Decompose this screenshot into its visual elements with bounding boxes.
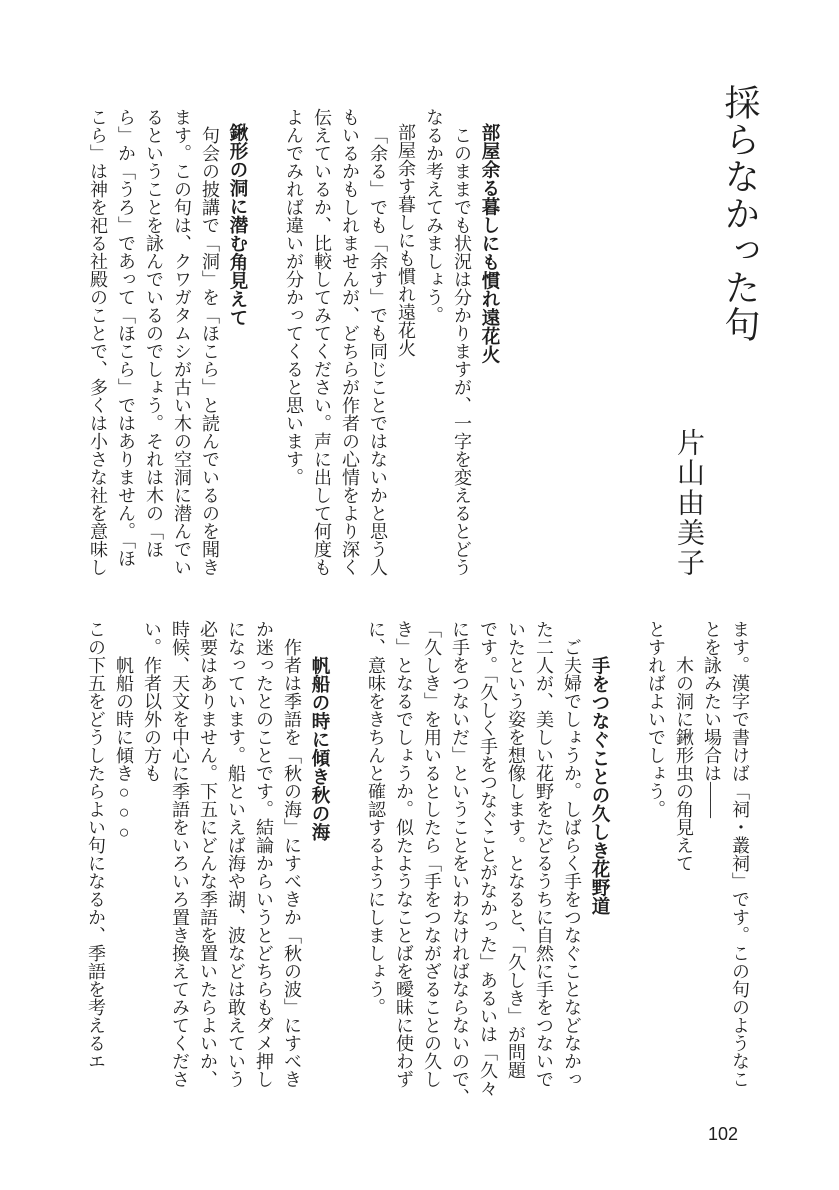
body-line: い。作者以外の方も bbox=[142, 620, 162, 782]
body-line: この下五をどうしたらよい句になるか、季語を考えるエ bbox=[86, 620, 106, 1070]
body-line: 必要はありません。下五にどんな季語を置いたらよいか、 bbox=[198, 620, 218, 1088]
section-heading: 手をつなぐことの久しき花野道 bbox=[590, 656, 611, 915]
upper-text-block bbox=[84, 108, 504, 608]
body-line: き」となるでしょうか。似たようなことばを曖昧に使わず bbox=[394, 620, 414, 1088]
body-line: 伝えているか、比較してみてください。声に出して何度も bbox=[312, 108, 332, 576]
body-line: ら」か「うろ」であって「ほこら」ではありません。「ほ bbox=[116, 108, 136, 567]
body-line: 「久しき」を用いるとしたら「手をつながざることの久し bbox=[422, 620, 442, 1088]
body-line: 句会の披講で「洞」を「ほこら」と読んでいるのを聞き bbox=[200, 126, 220, 576]
column-spacer bbox=[334, 620, 362, 1120]
body-line: 作者は季語を「秋の海」にすべきか「秋の波」にすべき bbox=[282, 638, 302, 1088]
body-line: もいるかもしれませんが、どちらが作者の心情をより深く bbox=[340, 108, 360, 576]
haiku-line: 帆船の時に傾き○○○ bbox=[114, 656, 134, 842]
section-heading: 帆船の時に傾き秋の海 bbox=[310, 656, 331, 841]
page-number: 102 bbox=[708, 1124, 739, 1144]
body-line: よんでみれば違いが分かってくると思います。 bbox=[284, 108, 304, 486]
body-line: ます。漢字で書けば「祠・叢祠」です。この句のようなこ bbox=[730, 620, 750, 1088]
body-line: になっています。船といえば海や湖、波などは敢えていう bbox=[226, 620, 246, 1088]
body-line: か迷ったとのことです。結論からいうとどちらもダメ押し bbox=[254, 620, 274, 1088]
body-line: 時候、天文を中心に季語をいろいろ置き換えてみてくださ bbox=[170, 620, 190, 1088]
column-spacer bbox=[614, 620, 642, 1120]
body-line: ます。この句は、クワガタムシが古い木の空洞に潜んでい bbox=[172, 108, 192, 576]
body-line: ご夫婦でしょうか。しばらく手をつなぐことなどなかっ bbox=[562, 638, 582, 1088]
body-line: とすればよいでしょう。 bbox=[646, 620, 666, 818]
body-line: いたという姿を想像します。となると、「久しき」が問題 bbox=[506, 620, 526, 1079]
lower-text-block bbox=[82, 620, 754, 1120]
body-line: こら」は神を祀る社殿のことで、多くは小さな社を意味し bbox=[88, 108, 108, 576]
author-name: 片山由美子 bbox=[673, 428, 704, 578]
section-heading: 部屋余る暮しにも慣れ遠花火 bbox=[480, 123, 501, 364]
body-line: た二人が、美しい花野をたどるうちに自然に手をつないで bbox=[534, 620, 554, 1088]
haiku-line: 木の洞に鍬形虫の角見えて bbox=[674, 656, 694, 872]
body-line: に手をつないだ」ということをいわなければならないので、 bbox=[450, 620, 470, 1106]
body-line: とを詠みたい場合は—— bbox=[702, 620, 722, 818]
body-line: このままでも状況は分かりますが、一字を変えるとどう bbox=[452, 126, 472, 576]
body-line: なるか考えてみましょう。 bbox=[424, 108, 444, 324]
section-heading: 鍬形の洞に潜む角見えて bbox=[228, 123, 249, 327]
body-line: るということを詠んでいるのでしょう。それは木の「ほ bbox=[144, 108, 164, 558]
column-spacer bbox=[252, 108, 280, 608]
body-line: に、意味をきちんと確認するようにしましょう。 bbox=[366, 620, 386, 1016]
body-line: です。「久しく手をつなぐことがなかった」あるいは「久々 bbox=[478, 620, 498, 1097]
body-line: 「余る」でも「余す」でも同じことではないかと思う人 bbox=[368, 126, 388, 576]
haiku-line: 部屋余す暮しにも慣れ遠花火 bbox=[396, 123, 416, 357]
article-title: 採らなかった句 bbox=[720, 84, 760, 343]
